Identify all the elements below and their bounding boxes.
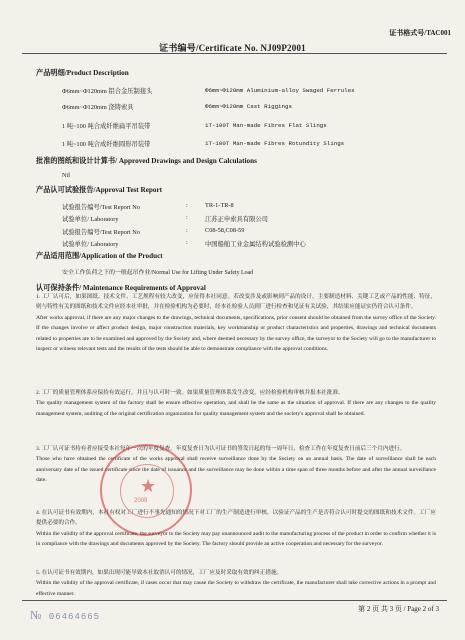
serial-value: 06464665 (48, 612, 101, 622)
maintenance-item-2-zh: 2. 工厂的质量管理体系应保持有效运行，并且与认可时一致。如果质量管理体系发生改变，应经检验机构审核并报本社批准。 (36, 390, 344, 396)
drawings-heading: 批准的图纸和设计计算书/ Approved Drawings and Design Calculations (36, 157, 257, 165)
maintenance-item-1 (36, 292, 436, 354)
maintenance-heading: 认可保持条件/ Maintenance Requirements of Approval (36, 284, 206, 292)
maintenance-item-5-en: Within the validity of the approval certificate, if cases occur that may cause the Society to withdraw the certificate, the manufacturer shall take corrective actions in a prompt and effective manner. (36, 580, 436, 597)
test-report-sep-3: : (186, 227, 188, 234)
test-report-value-1: TR-1-TR-8 (205, 202, 234, 209)
maintenance-item-5-zh: 5. 在认可证书有效期内，如果出现可能导致本社取消认可的情况，工厂应及时采取有效的纠正措施。 (36, 570, 283, 576)
test-report-label-3: 试验报告编号/Test Report No (62, 229, 140, 236)
maintenance-item-2-en: The quality management system of the factory shall be ensure effective operation, and shall be the same as the situation of approval. If there are any changes to the quality management system, auditing of the original certification organization for quality management system and the society's approval shall be obtained. (36, 400, 436, 417)
product-row-4-en: 1T-100T Man-made Fibres Rotundity Slings (205, 140, 345, 147)
product-row-3-en: 1T-100T Man-made Fibres Flat Slings (205, 122, 327, 129)
maintenance-item-3-en: Those who have obtained the certificate of the works approval shall receive surveillance done by the Society on an annual basis. The date of surveillance shall be each anniversary date of the issued certificate since the date of issuance and the surveillance may be done within a time span of three months before and after the annual surveillance date. (36, 456, 436, 484)
application-value: 安全工作负荷之下的一般起吊作业/Normal Use for Lifting Under Safety Load (62, 270, 254, 276)
test-report-sep-1: : (186, 202, 188, 209)
test-report-label-4: 试验单位/ Laboratory (62, 241, 119, 248)
test-report-label-2: 试验单位/ Laboratory (62, 216, 119, 223)
page-indicator: 第 2 页 共 3 页 / Page 2 of 3 (358, 605, 439, 613)
product-row-4-zh: 1 吨~100 吨合成纤维圆形吊装带 (62, 141, 151, 148)
seal-date: 2009 (134, 498, 148, 504)
maintenance-item-2 (36, 388, 436, 419)
product-row-2-zh: Φ6mm~Φ120mm 浇铸索具 (62, 104, 134, 111)
maintenance-item-3 (36, 444, 436, 486)
maintenance-item-4-en: Within the validity of the approval certificate, the surveyor to the Society may pay unannounced audit to the manufacturing process of the product in order to confirm whether it is in compliance with the drawings and documents approved by the Society. The factory should provide an active cooperation and necessary for the surveyor. (36, 530, 436, 548)
product-row-1-en: Φ6mm~Φ120mm Aluminium-alloy Swaged Ferrules (205, 87, 355, 94)
header-rule (22, 53, 447, 54)
serial-prefix: № (30, 608, 43, 622)
form-number: 证书格式号/TAC001 (389, 29, 451, 37)
test-report-value-3: C08-58,C08-59 (205, 227, 245, 234)
certificate-number: 证书编号/Certificate No. NJ09P2001 (159, 43, 306, 53)
test-report-value-2: 江苏正申索具有限公司 (205, 216, 268, 223)
test-report-value-4: 中国船舶工业金属结构试验检测中心 (205, 241, 306, 248)
test-report-sep-4: : (186, 239, 188, 246)
maintenance-item-4 (36, 508, 436, 550)
product-row-3-zh: 1 吨~100 吨合成纤维扁平吊装带 (62, 123, 151, 130)
product-description-heading: 产品明细/Product Description (36, 69, 129, 77)
serial-number (30, 608, 100, 623)
test-report-sep-2: : (186, 214, 188, 221)
maintenance-item-4-zh: 4. 在认可证书有效期内，本社有权对工厂进行不事先通知的情况下对工厂的生产制造进行审核，以验证产品的生产是否符合认可时提交的图纸和技术文件。工厂应提供必要的合作。 (36, 510, 436, 527)
maintenance-item-3-zh: 3. 工厂认可证书持有者应接受本社每年一次的年度复查。年度复查日为认可证书的签发日起的每一周年日，检查工作在年度复查日前后三个月内进行。 (36, 446, 406, 452)
footer-rule (22, 600, 447, 601)
test-report-heading: 产品认可试验报告/Approval Test Report (36, 186, 163, 194)
test-report-label-1: 试验报告编号/Test Report No (62, 204, 140, 211)
seal-star-icon: ★ (140, 476, 157, 496)
application-heading: 产品适用范围/Application of the Product (36, 252, 163, 260)
maintenance-item-1-en: After works approval, if there are any major changes to the drawings, technical documents, specifications, prior consent should be obtained from the survey office of the Society. If the changes involve or affect product design, major construction materials, key workmanship or product characteristics and properties, drawings and technical documents related to properties are to be examined and approved by the Society and, where deemed necessary by the survey office, the surveyor to the Society will go to the manufacturer to inspect or witness relevant tests and the results of the tests should be able to demonstrate compliance with the approval conditions. (36, 314, 436, 353)
maintenance-item-5 (36, 568, 436, 599)
drawings-value: Nil (62, 172, 71, 179)
product-row-2-en: Φ6mm~Φ120mm Cast Riggings (205, 103, 292, 110)
maintenance-item-1-zh: 1. 工厂认可后，如果图纸、技术文件、工艺规程有较大改变，应征得本社同意。若改变涉及或影响到产品的设计，主要制造材料、关键工艺或产品的性能、特征，则与特性有关的图纸和技术文件应经本社审批，并在检验机构为必要时，经本社检验人员到厂进行检查和见证有关试验，其结果应能证实仍符合认可条件。 (36, 294, 436, 311)
product-row-1-zh: Φ6mm~Φ120mm 铝合金压制接头 (62, 88, 153, 95)
